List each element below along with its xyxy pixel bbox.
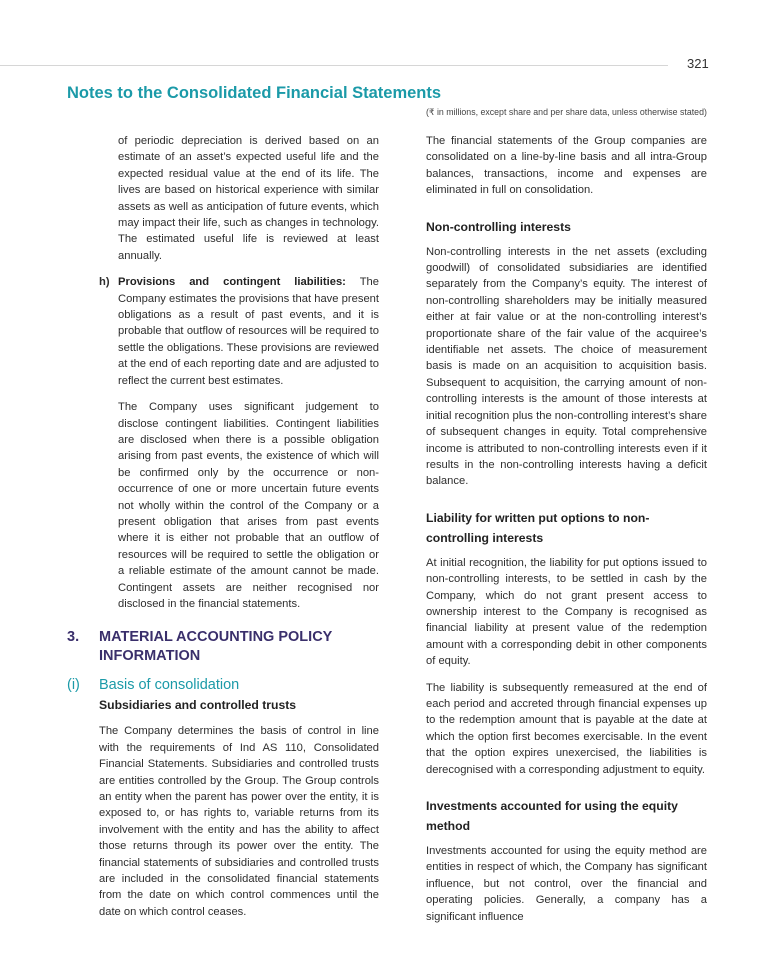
paragraph-depreciation: of periodic depreciation is derived based on an estimate of an asset’s expected useful life and the expected residual value at the end of its life. The lives are based on historical experience with similar assets as well as anticipation of future events, which may impact their life, such as changes in technology. The estimated useful life is reviewed at least annually.: [118, 135, 379, 262]
subsection-title: Basis of consolidation: [99, 677, 240, 694]
list-item-body: [118, 274, 379, 389]
page-title: Notes to the Consolidated Financial Statements: [67, 84, 442, 102]
paragraph-line-by-line: The financial statements of the Group companies are consolidated on a line-by-line basis and all intra-Group balances, transactions, income and expenses are eliminated in full on consolidation.: [426, 135, 707, 197]
list-item-letter: h): [99, 276, 110, 289]
section-title: MATERIAL ACCOUNTING POLICY INFORMATION: [99, 629, 333, 665]
paragraph-put-options-1: At initial recognition, the liability for put options issued to non-controlling interests, to be settled in cash by the Company, which do not grant present access to ownership interest to the Company is recognised as financial liability at present value of the redemption amount with a corresponding debit in other components of equity.: [426, 556, 707, 668]
paragraph-nci: Non-controlling interests in the net assets (excluding goodwill) of consolidated subsidiaries are identified separately from the Company’s equity. The interest of non-controlling shareholders may be initially measured either at fair value or at the non-controlling interest’s proportionate share of the fair value of the acquiree’s identifiable net assets. The choice of measurement basis is made on an acquisition to acquisition basis. Subsequent to acquisition, the carrying amount of non-controlling interests is the amount of those interests at initial recognition plus the non-controlling interest’s share of subsequent changes in equity. Total comprehensive income is attributed to non-controlling interests even if it results in the non-controlling interests having a deficit balance.: [426, 245, 707, 488]
list-item-title: Provisions and contingent liabilities:: [118, 276, 346, 289]
left-column: [67, 133, 379, 920]
header-rule: [0, 65, 668, 66]
paragraph-put-options-2: The liability is subsequently remeasured at the end of each period and accreted through financial expenses up to the redemption amount that is payable at the date at which the option first becomes exercisable. In the event that the option expires unexercised, the liabilities is derecognised with a corresponding adjustment to equity.: [426, 681, 707, 776]
paragraph-subsidiaries: The Company determines the basis of control in line with the requirements of Ind AS 110, Consolidated Financial Statements. Subsidiaries and controlled trusts are entities controlled by the Group. The Group controls an entity when the parent has power over the entity, it is exposed to, or has rights to, variable returns from its involvement with the entity and has the ability to affect those returns through its power over the entity. The financial statements of subsidiaries and controlled trusts are included in the consolidated financial statements from the date on which control commences until the date on which control ceases.: [99, 725, 379, 918]
equity-method-heading: Investments accounted for using the equity method: [426, 799, 678, 833]
paragraph-contingent: The Company uses significant judgement to disclose contingent liabilities. Contingent liabilities are disclosed when there is a possible obligation arising from past events, the existence of which will be confirmed only by the occurrence or non-occurrence of one or more uncertain future events not wholly within the control of the Company or a present obligation that arises from past events where it is either not probable that an outflow of resources will be required to settle the obligation or a reliable estimate of the amount cannot be made. Contingent assets are neither recognised nor disclosed in the financial statements.: [118, 401, 379, 610]
list-item-text: The Company estimates the provisions that have present obligations as a result of past events, and it is probable that outflow of resources will be required to settle the obligations. These provisions are reviewed at the end of each reporting date and are adjusted to reflect the current best estimates.: [118, 276, 379, 387]
nci-heading: Non-controlling interests: [426, 219, 571, 234]
section-heading-3: [67, 628, 379, 666]
subsection-number: (i): [67, 677, 80, 694]
put-options-heading: Liability for written put options to non-controlling interests: [426, 510, 650, 545]
subsection-heading-i: [67, 676, 379, 695]
right-column: [426, 133, 707, 925]
paragraph-equity-method: Investments accounted for using the equity method are entities in respect of which, the Company has significant influence, but not control, over the financial and operating policies. Generally, a company has a significant influence: [426, 845, 707, 923]
list-item-h: [67, 274, 379, 389]
page-number: 321: [687, 56, 709, 71]
units-note: (₹ in millions, except share and per share data, unless otherwise stated): [426, 107, 707, 117]
section-number: 3.: [67, 629, 80, 646]
subsidiaries-heading: Subsidiaries and controlled trusts: [99, 698, 297, 713]
